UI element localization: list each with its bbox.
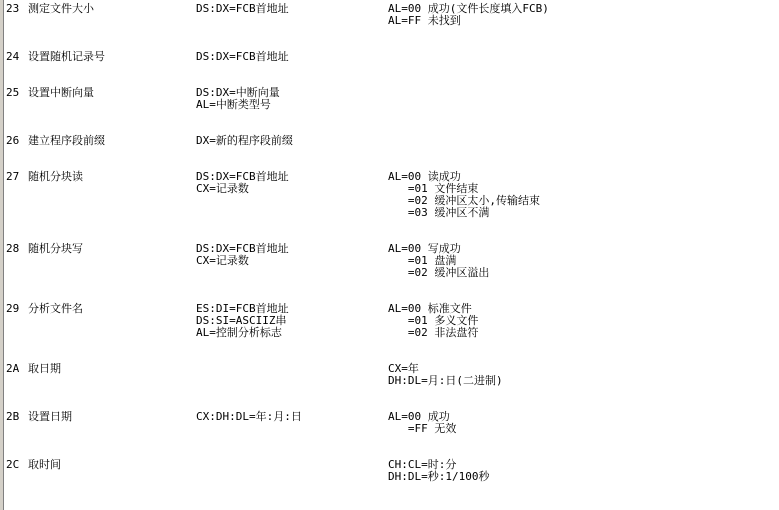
output-line: =01 文件结束 xyxy=(388,182,479,195)
input-line: DS:SI=ASCIIZ串 xyxy=(196,314,287,327)
output-params xyxy=(388,303,478,339)
input-line: CX=记录数 xyxy=(196,182,249,195)
output-line: AL=FF 未找到 xyxy=(388,14,461,27)
input-line: DS:DX=FCB首地址 xyxy=(196,242,289,255)
function-code: 25 xyxy=(6,86,20,99)
input-params xyxy=(196,51,289,63)
input-params xyxy=(196,171,289,195)
output-params xyxy=(388,363,503,387)
input-line: DX=新的程序段前缀 xyxy=(196,134,293,147)
input-line: DS:DX=FCB首地址 xyxy=(196,170,289,183)
output-line: =01 多义文件 xyxy=(388,314,479,327)
output-line: AL=00 成功(文件长度填入FCB) xyxy=(388,2,549,15)
output-params xyxy=(388,171,540,219)
output-line: DH:DL=秒:1/100秒 xyxy=(388,470,490,483)
input-params xyxy=(196,411,302,423)
function-code: 24 xyxy=(6,50,20,63)
function-name: 取时间 xyxy=(28,458,61,471)
input-line: AL=中断类型号 xyxy=(196,98,271,111)
input-line: DS:DX=中断向量 xyxy=(196,86,280,99)
function-code: 2A xyxy=(6,362,20,375)
function-name: 设置随机记录号 xyxy=(28,50,105,63)
function-code: 28 xyxy=(6,242,20,255)
function-name: 测定文件大小 xyxy=(28,2,94,15)
editor-gutter xyxy=(0,0,4,510)
input-params xyxy=(196,303,289,339)
input-params xyxy=(196,243,289,267)
input-line: CX:DH:DL=年:月:日 xyxy=(196,410,302,423)
input-params xyxy=(196,87,280,111)
function-code: 2C xyxy=(6,458,20,471)
output-params xyxy=(388,459,489,483)
input-line: AL=控制分析标志 xyxy=(196,326,282,339)
function-name: 设置日期 xyxy=(28,410,72,423)
function-code: 27 xyxy=(6,170,20,183)
function-code: 29 xyxy=(6,302,20,315)
input-params xyxy=(196,135,293,147)
input-params xyxy=(196,3,289,15)
output-line: =01 盘满 xyxy=(388,254,457,267)
output-line: =02 非法盘符 xyxy=(388,326,479,339)
input-line: DS:DX=FCB首地址 xyxy=(196,50,289,63)
input-line: DS:DX=FCB首地址 xyxy=(196,2,289,15)
function-name: 设置中断向量 xyxy=(28,86,94,99)
output-line: AL=00 读成功 xyxy=(388,170,461,183)
output-line: CX=年 xyxy=(388,362,419,375)
output-line: AL=00 成功 xyxy=(388,410,450,423)
input-line: CX=记录数 xyxy=(196,254,249,267)
output-line: =02 缓冲区溢出 xyxy=(388,266,490,279)
output-line: CH:CL=时:分 xyxy=(388,458,457,471)
output-line: =03 缓冲区不满 xyxy=(388,206,490,219)
output-params xyxy=(388,3,549,27)
function-code: 23 xyxy=(6,2,20,15)
output-params xyxy=(388,411,456,435)
function-name: 随机分块读 xyxy=(28,170,83,183)
function-name: 取日期 xyxy=(28,362,61,375)
output-line: =FF 无效 xyxy=(388,422,457,435)
function-name: 分析文件名 xyxy=(28,302,83,315)
output-line: DH:DL=月:日(二进制) xyxy=(388,374,503,387)
output-params xyxy=(388,243,489,279)
output-line: AL=00 标准文件 xyxy=(388,302,472,315)
function-name: 随机分块写 xyxy=(28,242,83,255)
function-code: 2B xyxy=(6,410,20,423)
function-code: 26 xyxy=(6,134,20,147)
output-line: AL=00 写成功 xyxy=(388,242,461,255)
output-line: =02 缓冲区太小,传输结束 xyxy=(388,194,540,207)
function-name: 建立程序段前缀 xyxy=(28,134,105,147)
input-line: ES:DI=FCB首地址 xyxy=(196,302,289,315)
